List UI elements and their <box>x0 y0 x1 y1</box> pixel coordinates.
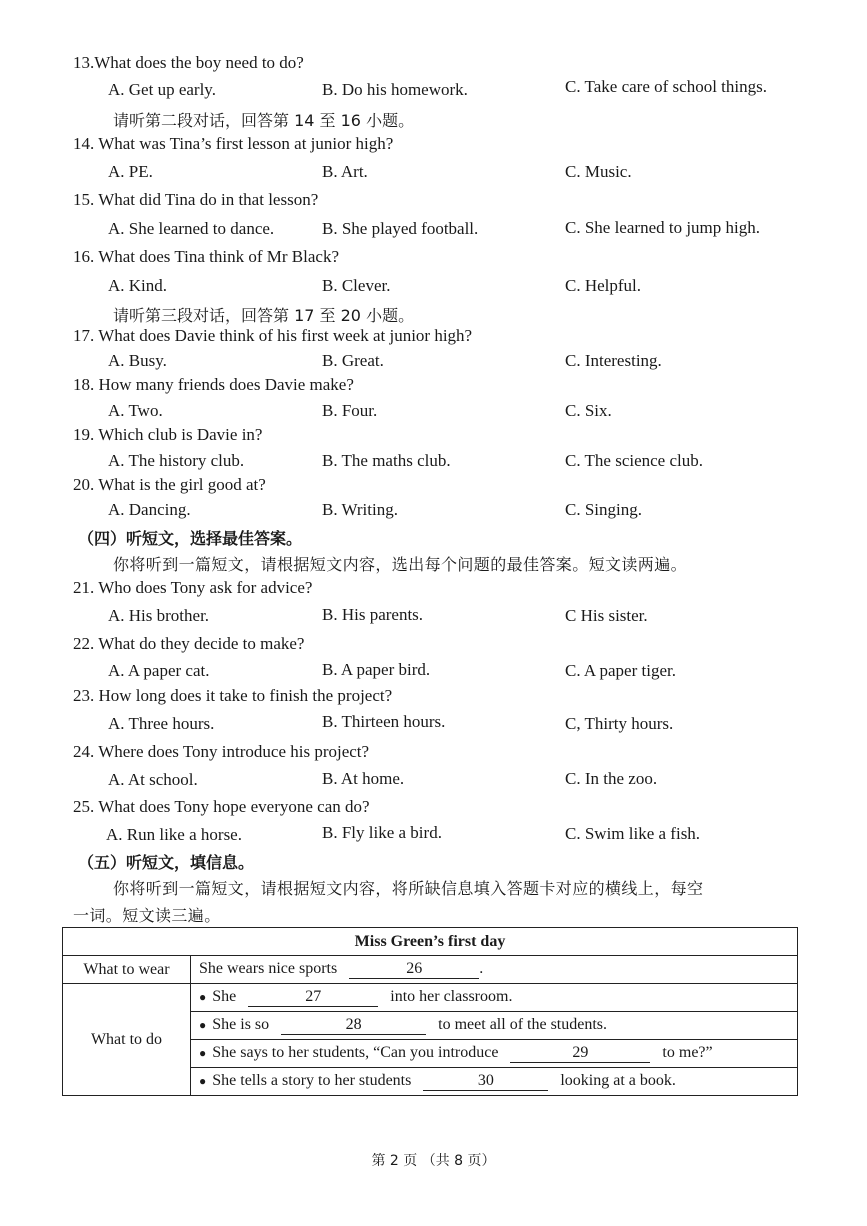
instruction-part3: 请听第三段对话，回答第 17 至 20 小题。 <box>113 306 415 325</box>
section-4-description: 你将听到一篇短文，请根据短文内容，选出每个问题的最佳答案。短文读两遍。 <box>113 555 688 574</box>
row4-text: She tells a story to her students <box>212 1072 412 1089</box>
q16-option-b: B. Clever. <box>322 276 391 295</box>
q15-option-c: C. She learned to jump high. <box>565 218 761 237</box>
answer-blank-29[interactable]: 29 <box>510 1044 650 1063</box>
q18-option-a: A. Two. <box>108 401 163 420</box>
q19-option-b: B. The maths club. <box>322 451 451 470</box>
question-23: 23. How long does it take to finish the project? <box>73 686 393 705</box>
q17-option-b: B. Great. <box>322 351 384 370</box>
bullet-icon: ● <box>199 1046 207 1060</box>
q21-option-c: C His sister. <box>565 606 648 625</box>
q20-option-c: C. Singing. <box>565 500 642 519</box>
q21-option-a: A. His brother. <box>108 606 210 625</box>
table-title-row <box>63 928 798 956</box>
wear-text: She wears nice sports <box>199 960 338 977</box>
q15-option-a: A. She learned to dance. <box>108 219 275 238</box>
answer-blank-28[interactable]: 28 <box>281 1016 426 1035</box>
question-13: 13.What does the boy need to do? <box>73 53 304 72</box>
row2-post: to meet all of the students. <box>438 1016 608 1033</box>
wear-end: . <box>479 960 484 977</box>
row3-post: to me?” <box>662 1044 713 1061</box>
section-5-description-line1: 你将听到一篇短文，请根据短文内容，将所缺信息填入答题卡对应的横线上，每空 <box>113 879 704 898</box>
question-24: 24. Where does Tony introduce his project? <box>73 742 370 761</box>
bullet-icon: ● <box>199 1018 207 1032</box>
q22-option-c: C. A paper tiger. <box>565 661 676 680</box>
q21-option-b: B. His parents. <box>322 605 424 624</box>
instruction-part2: 请听第二段对话，回答第 14 至 16 小题。 <box>113 111 415 130</box>
do-cell-4 <box>191 1068 798 1096</box>
answer-blank-30[interactable]: 30 <box>423 1072 548 1091</box>
wear-cell <box>191 956 798 984</box>
row2-text: She is so <box>212 1016 270 1033</box>
q25-option-b: B. Fly like a bird. <box>322 823 442 842</box>
q13-option-b: B. Do his homework. <box>322 80 468 99</box>
question-21: 21. Who does Tony ask for advice? <box>73 578 313 597</box>
answer-blank-27[interactable]: 27 <box>248 988 378 1007</box>
row4-post: looking at a book. <box>560 1072 676 1089</box>
q23-option-b: B. Thirteen hours. <box>322 712 446 731</box>
question-15: 15. What did Tina do in that lesson? <box>73 190 319 209</box>
section-5-description-line2: 一词。短文读三遍。 <box>73 906 221 925</box>
q14-option-a: A. PE. <box>108 162 153 181</box>
do-label: What to do <box>63 984 191 1096</box>
section-4-title: （四）听短文，选择最佳答案。 <box>78 529 303 548</box>
q25-option-a: A. Run like a horse. <box>106 825 242 844</box>
page-footer: 第 2 页 （共 8 页） <box>371 1153 496 1169</box>
bullet-icon: ● <box>199 1074 207 1088</box>
question-25: 25. What does Tony hope everyone can do? <box>73 797 370 816</box>
q13-option-a: A. Get up early. <box>108 80 216 99</box>
q18-option-b: B. Four. <box>322 401 378 420</box>
info-table <box>62 927 798 1096</box>
q24-option-c: C. In the zoo. <box>565 769 658 788</box>
q17-option-a: A. Busy. <box>108 351 167 370</box>
q14-option-b: B. Art. <box>322 162 368 181</box>
table-title: Miss Green’s first day <box>63 928 798 956</box>
q24-option-b: B. At home. <box>322 769 405 788</box>
question-14: 14. What was Tina’s first lesson at junior high? <box>73 134 394 153</box>
q22-option-b: B. A paper bird. <box>322 660 431 679</box>
row3-text: She says to her students, “Can you introduce <box>212 1044 499 1061</box>
q25-option-c: C. Swim like a fish. <box>565 824 701 843</box>
q14-option-c: C. Music. <box>565 162 632 181</box>
wear-label: What to wear <box>63 956 191 984</box>
q13-option-c: C. Take care of school things. <box>565 77 767 96</box>
question-18: 18. How many friends does Davie make? <box>73 375 354 394</box>
q19-option-c: C. The science club. <box>565 451 704 470</box>
q23-option-c: C, Thirty hours. <box>565 714 674 733</box>
row1-post: into her classroom. <box>390 988 513 1005</box>
question-19: 19. Which club is Davie in? <box>73 425 263 444</box>
question-22: 22. What do they decide to make? <box>73 634 305 653</box>
q15-option-b: B. She played football. <box>322 219 479 238</box>
table-row-do-1 <box>63 984 798 1012</box>
question-16: 16. What does Tina think of Mr Black? <box>73 247 339 266</box>
do-cell-1 <box>191 984 798 1012</box>
q17-option-c: C. Interesting. <box>565 351 662 370</box>
q16-option-a: A. Kind. <box>108 276 168 295</box>
do-cell-2 <box>191 1012 798 1040</box>
q20-option-b: B. Writing. <box>322 500 398 519</box>
q24-option-a: A. At school. <box>108 770 198 789</box>
q19-option-a: A. The history club. <box>108 451 245 470</box>
question-17: 17. What does Davie think of his first week at junior high? <box>73 326 473 345</box>
q22-option-a: A. A paper cat. <box>108 661 210 680</box>
answer-blank-26[interactable]: 26 <box>349 960 479 979</box>
q23-option-a: A. Three hours. <box>108 714 215 733</box>
row1-text: She <box>212 988 237 1005</box>
q18-option-c: C. Six. <box>565 401 612 420</box>
do-cell-3 <box>191 1040 798 1068</box>
q16-option-c: C. Helpful. <box>565 276 642 295</box>
q20-option-a: A. Dancing. <box>108 500 191 519</box>
table-row-wear <box>63 956 798 984</box>
section-5-title: （五）听短文，填信息。 <box>78 853 255 872</box>
question-20: 20. What is the girl good at? <box>73 475 266 494</box>
bullet-icon: ● <box>199 990 207 1004</box>
